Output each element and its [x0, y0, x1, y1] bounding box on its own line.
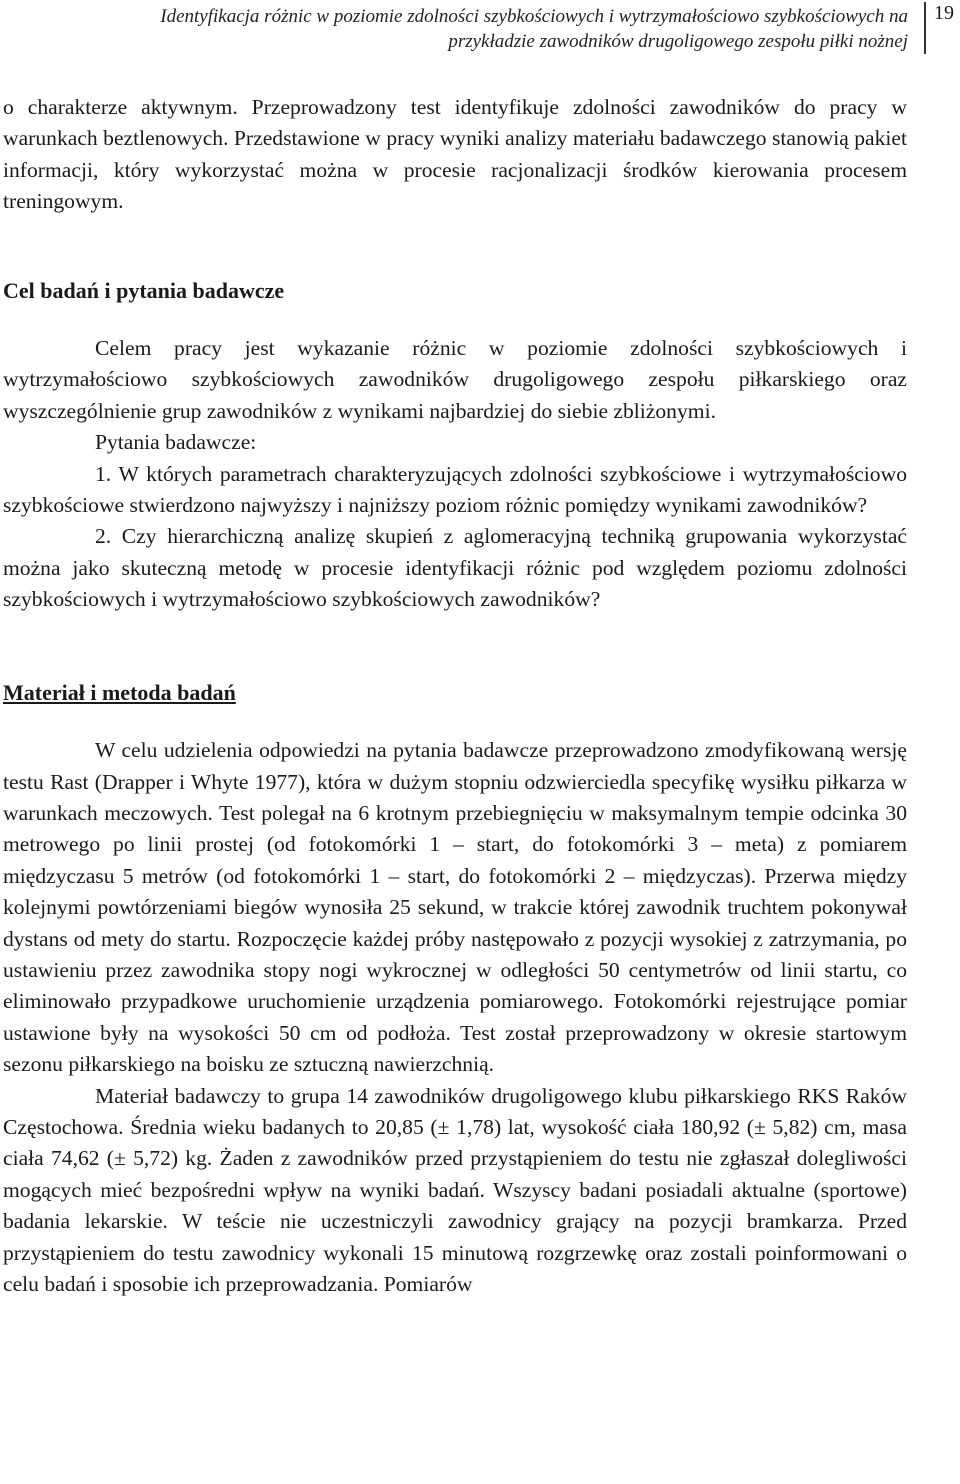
- section-heading-methods: Materiał i metoda badań: [3, 679, 236, 705]
- aims-paragraph: Celem pracy jest wykazanie różnic w poziomie zdolności szybkościowych i wytrzymałościowo szybkościowych zawodników drugoligowego zespołu piłkarskiego oraz wyszczególnienie grup zawodników z wynikami najbardziej do siebie zbliżonymi.: [3, 336, 907, 423]
- intro-paragraph: o charakterze aktywnym. Przeprowadzony test identyfikuje zdolności zawodników do pracy w warunkach beztlenowych. Przedstawione w pracy wyniki analizy materiału badawczego stanowią pakiet informacji, który wykorzystać można w procesie racjonalizacji środków kierowania procesem treningowym.: [3, 95, 907, 214]
- page-number: 19: [934, 2, 954, 24]
- research-question-1: 1. W których parametrach charakteryzujących zdolności szybkościowe i wytrzymałościowo szybkościowe stwierdzono najwyższy i najniższy poziom różnic pomiędzy wynikami zawodników?: [3, 461, 907, 518]
- methods-paragraph-2: Materiał badawczy to grupa 14 zawodników drugoligowego klubu piłkarskiego RKS Raków Częstochowa. Średnia wieku badanych to 20,85 (± 1,78) lat, wysokość ciała 180,92 (± 5,82) cm, masa ciała 74,62 (± 5,72) kg. Żaden z zawodników przed przystąpieniem do testu nie zgłaszał dolegliwości mogących mieć bezpośredni wpływ na wyniki badań. Wszyscy badani posiadali aktualne (sportowe) badania lekarskie. W teście nie uczestniczyli zawodnicy grający na pozycji bramkarza. Przed przystąpieniem do testu zawodnicy wykonali 15 minutową rozgrzewkę oraz zostali poinformowani o celu badań i sposobie ich przeprowadzania. Pomiarów: [3, 1083, 907, 1296]
- running-title-line-1: Identyfikacja różnic w poziomie zdolności szybkościowych i wytrzymałościowo szybkościowych na: [160, 6, 908, 27]
- methods-paragraph-1: W celu udzielenia odpowiedzi na pytania badawcze przeprowadzono zmodyfikowaną wersję testu Rast (Drapper i Whyte 1977), która w dużym stopniu odzwierciedla specyfikę wysiłku piłkarza w warunkach meczowych. Test polegał na 6 krotnym przebiegnięciu w maksymalnym tempie odcinka 30 metrowego po linii prostej (od fotokomórki 1 – start, do fotokomórki 3 – meta) z pomiarem międzyczasu 5 metrów (od fotokomórki 1 – start, do fotokomórki 2 – międzyczas). Przerwa między kolejnymi powtórzeniami biegów wynosiła 25 sekund, w trakcie której zawodnik truchtem pokonywał dystans od mety do startu. Rozpoczęcie każdej próby następowało z pozycji wysokiej z zatrzymania, po ustawieniu przez zawodnika stopy nogi wykrocznej w odległości 50 centymetrów od linii startu, co eliminowało przypadkowe uruchomienie urządzenia pomiarowego. Fotokomórki rejestrujące pomiar ustawione były na wysokości 50 cm od podłoża. Test został przeprowadzony w okresie startowym sezonu piłkarskiego na boisku ze sztuczną nawierzchnią.: [3, 738, 907, 1077]
- page-body: [3, 92, 907, 1300]
- running-title: [28, 4, 908, 54]
- research-questions-label: Pytania badawcze:: [95, 430, 257, 455]
- research-question-2: 2. Czy hierarchiczną analizę skupień z aglomeracyjną techniką grupowania wykorzystać można jako skuteczną metodę w procesie identyfikacji różnic pod względem poziomu zdolności szybkościowych i wytrzymałościowo szybkościowych zawodników?: [3, 524, 907, 612]
- running-title-line-2: przykładzie zawodników drugoligowego zespołu piłki nożnej: [448, 31, 908, 52]
- section-heading-aims: Cel badań i pytania badawcze: [3, 277, 285, 303]
- header-divider: [924, 2, 926, 54]
- running-header: [0, 0, 960, 58]
